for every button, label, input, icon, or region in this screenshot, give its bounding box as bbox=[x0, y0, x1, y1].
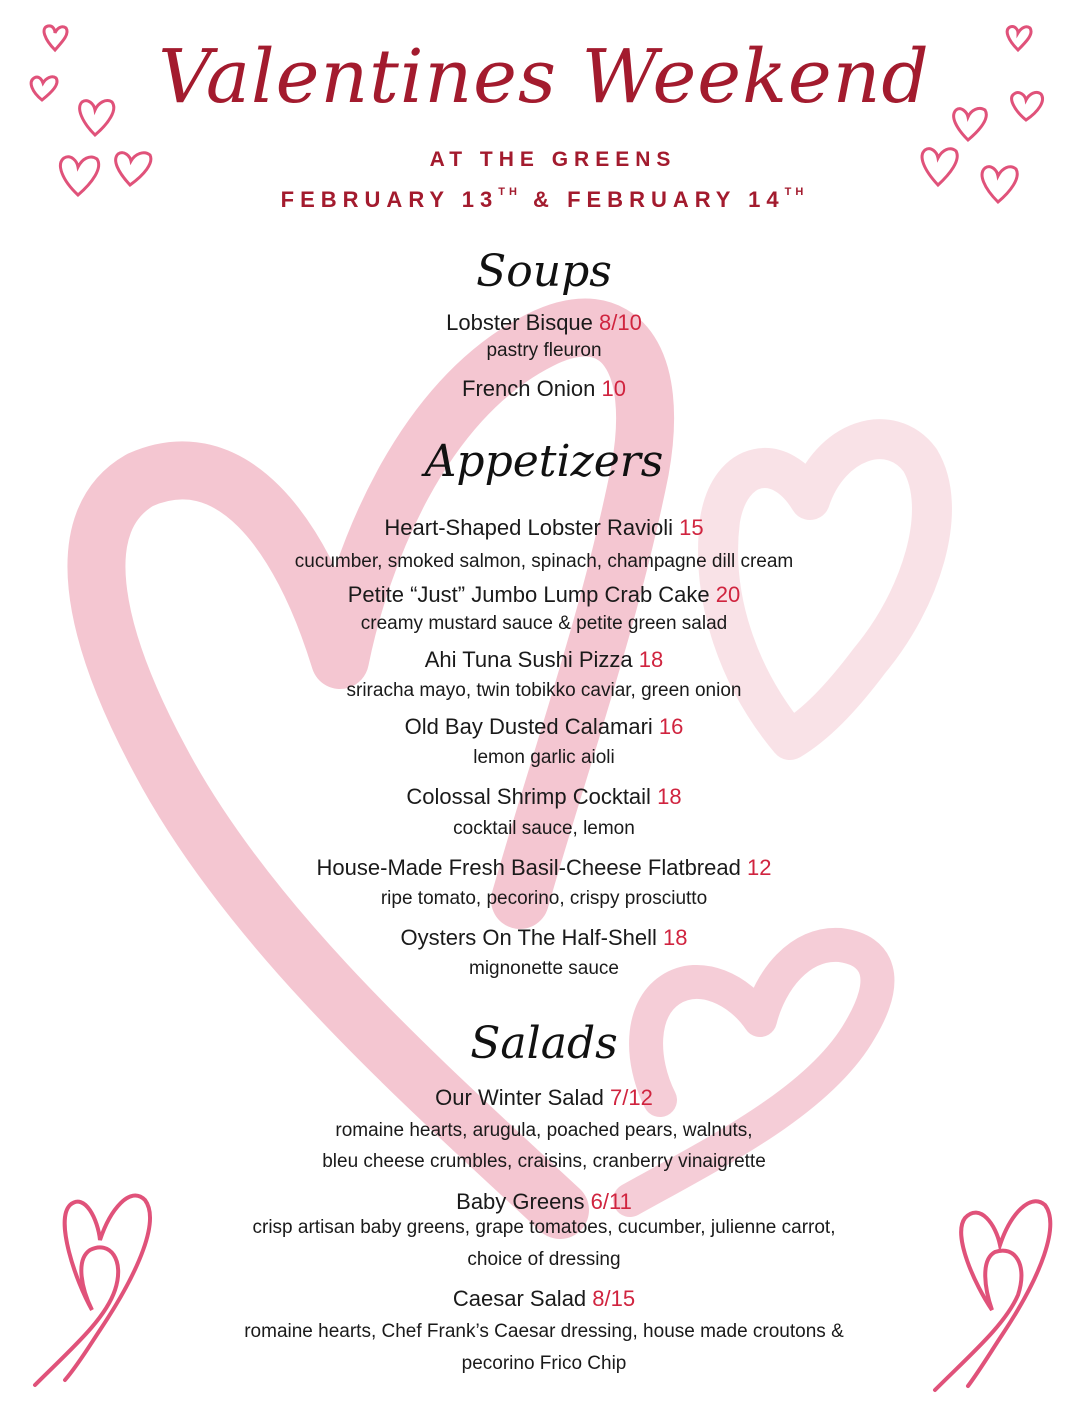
menu-item-description: ripe tomato, pecorino, crispy prosciutto bbox=[380, 888, 708, 909]
event-dates bbox=[0, 186, 1088, 213]
item-name-text: Colossal Shrimp Cocktail bbox=[406, 784, 651, 809]
menu-item-name bbox=[0, 1191, 1088, 1213]
date-joiner: & bbox=[533, 187, 555, 212]
menu-subtitle: AT THE GREENS bbox=[429, 148, 677, 171]
item-price: 10 bbox=[601, 376, 626, 401]
date-second-suffix: TH bbox=[784, 186, 808, 198]
item-name-text: House-Made Fresh Basil-Cheese Flatbread bbox=[316, 855, 741, 880]
menu-item-name bbox=[0, 857, 1088, 879]
item-price: 20 bbox=[715, 582, 741, 607]
item-price: 6/11 bbox=[590, 1189, 632, 1214]
item-price: 8/10 bbox=[599, 310, 642, 335]
item-price: 8/15 bbox=[592, 1286, 636, 1311]
menu-item-name bbox=[0, 649, 1088, 671]
menu-item-description: romaine hearts, arugula, poached pears, walnuts, bbox=[335, 1120, 753, 1141]
item-price: 7/12 bbox=[610, 1085, 653, 1110]
item-price: 12 bbox=[746, 855, 772, 880]
item-name-text: Heart-Shaped Lobster Ravioli bbox=[384, 515, 673, 540]
item-name-text: Petite “Just” Jumbo Lump Crab Cake bbox=[347, 582, 710, 607]
date-first: FEBRUARY 13 bbox=[280, 187, 499, 212]
menu-item-description: crisp artisan baby greens, grape tomatoes, cucumber, julienne carrot, bbox=[252, 1217, 836, 1238]
item-name-text: Caesar Salad bbox=[452, 1286, 587, 1311]
menu-item-name bbox=[0, 927, 1088, 949]
menu-item-name bbox=[0, 716, 1088, 738]
item-name-text: Old Bay Dusted Calamari bbox=[404, 714, 653, 739]
section-title-appetizers: Appetizers bbox=[424, 436, 664, 487]
menu-item-description: lemon garlic aioli bbox=[473, 747, 615, 768]
menu-item-description: pastry fleuron bbox=[486, 340, 602, 361]
date-second: FEBRUARY 14 bbox=[567, 187, 785, 212]
menu-item-name bbox=[0, 517, 1088, 539]
menu-item-name bbox=[0, 1288, 1088, 1310]
item-price: 18 bbox=[663, 925, 688, 950]
menu-item-description: creamy mustard sauce & petite green salad bbox=[360, 613, 728, 634]
date-first-suffix: TH bbox=[498, 186, 521, 198]
menu-item-name bbox=[0, 786, 1088, 808]
menu-item-description: mignonette sauce bbox=[469, 958, 619, 979]
section-title-salads: Salads bbox=[470, 1018, 618, 1069]
menu-item-description: romaine hearts, Chef Frank’s Caesar dressing, house made croutons & bbox=[244, 1321, 844, 1342]
menu-item-name bbox=[0, 1087, 1088, 1109]
item-price: 15 bbox=[679, 515, 704, 540]
menu-item-description: sriracha mayo, twin tobikko caviar, green onion bbox=[346, 680, 742, 701]
menu-item-description: cocktail sauce, lemon bbox=[453, 818, 635, 839]
menu-item-description: bleu cheese crumbles, craisins, cranberry vinaigrette bbox=[322, 1151, 766, 1172]
menu-title: Valentines Weekend bbox=[158, 34, 930, 120]
item-name-text: Baby Greens bbox=[456, 1189, 585, 1214]
menu-item-name bbox=[0, 584, 1088, 606]
menu-item-description: cucumber, smoked salmon, spinach, champagne dill cream bbox=[294, 551, 794, 572]
item-price: 18 bbox=[657, 784, 682, 809]
item-price: 18 bbox=[638, 647, 664, 672]
item-name-text: Our Winter Salad bbox=[435, 1085, 604, 1110]
item-name-text: Lobster Bisque bbox=[446, 310, 593, 335]
section-title-soups: Soups bbox=[476, 246, 612, 297]
menu-item-name bbox=[0, 378, 1088, 400]
menu-item-description: choice of dressing bbox=[467, 1249, 621, 1270]
item-name-text: French Onion bbox=[462, 376, 596, 401]
item-name-text: Oysters On The Half-Shell bbox=[400, 925, 657, 950]
menu-item-description: pecorino Frico Chip bbox=[461, 1353, 627, 1374]
menu-item-name bbox=[0, 312, 1088, 334]
item-price: 16 bbox=[658, 714, 684, 739]
item-name-text: Ahi Tuna Sushi Pizza bbox=[424, 647, 633, 672]
